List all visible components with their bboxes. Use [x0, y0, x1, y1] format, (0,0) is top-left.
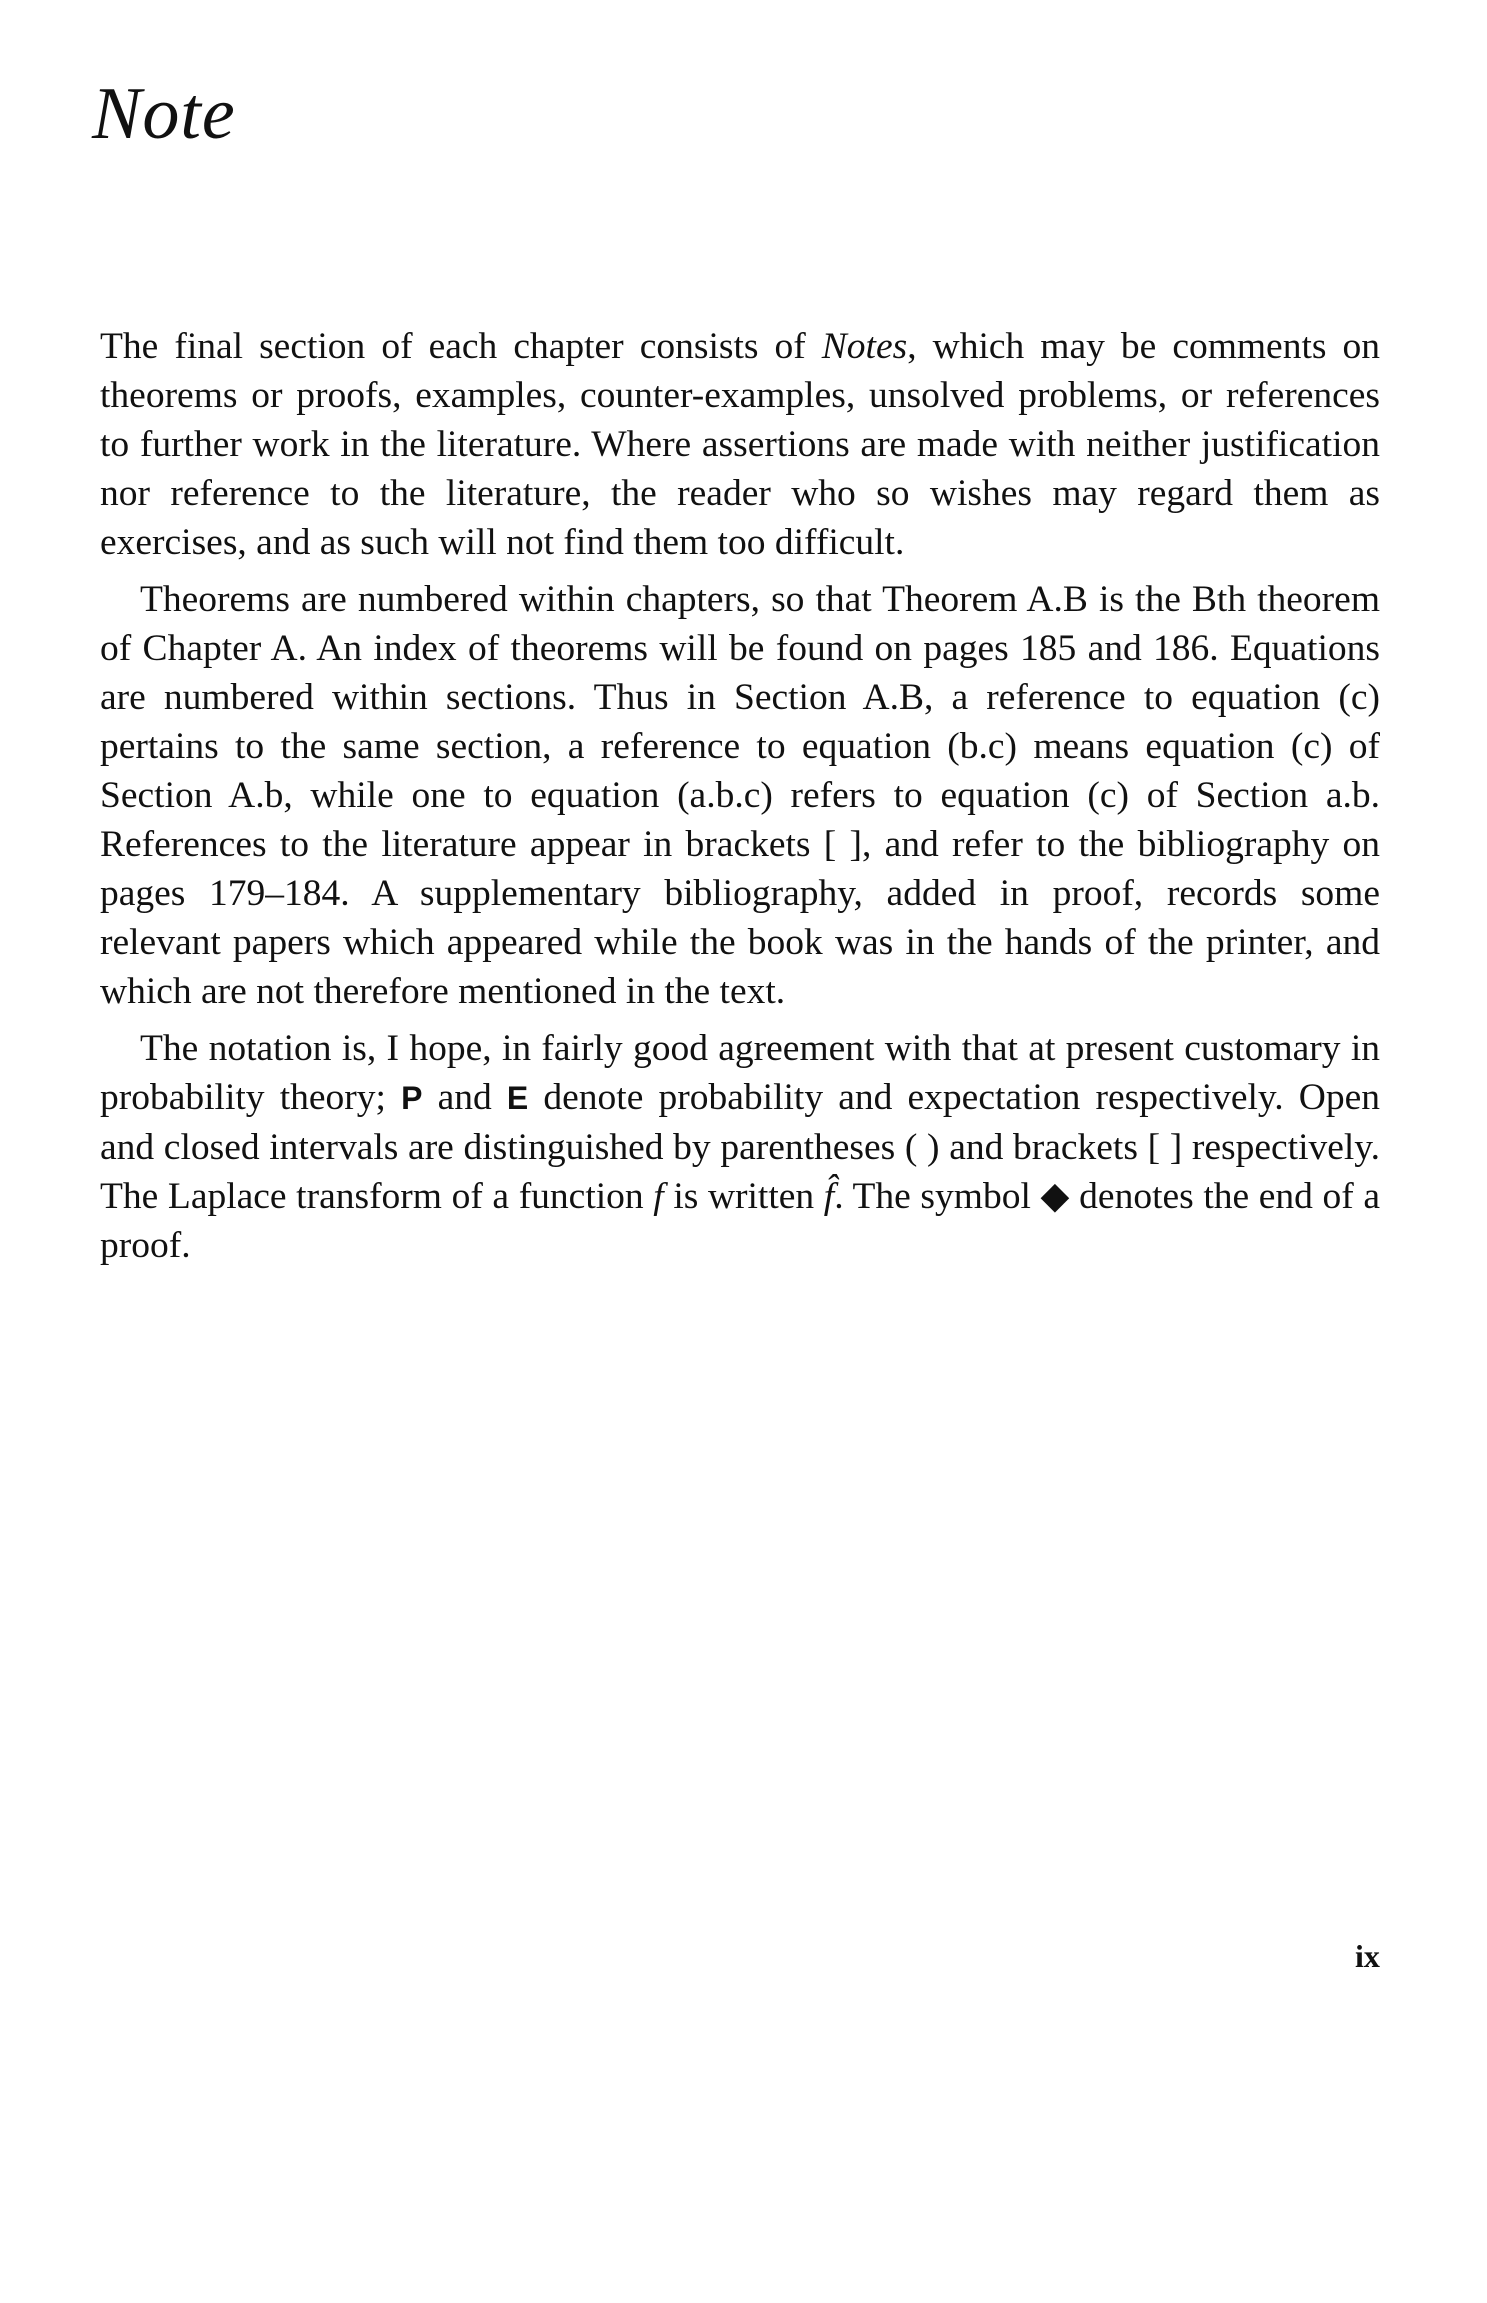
expectation-symbol: E [506, 1080, 529, 1116]
body-text [100, 322, 1380, 1278]
para3-text-4: is written [663, 1176, 824, 1217]
notes-term: Notes [821, 326, 908, 367]
para1-text-end: , which may be comments on theorems or proofs, examples, counter-examples, unsolved problems, or references to further work in the literature. Where assertions are made with neither justification nor reference to the literature, the reader who so wishes may regard them as exercises, and as such will not find them too difficult. [100, 326, 1380, 563]
probability-symbol: P [401, 1080, 423, 1116]
laplace-transform-symbol: f̂ [823, 1176, 835, 1217]
paragraph-notation [100, 1024, 1380, 1270]
page-number: ix [1355, 1938, 1380, 1974]
para3-text-6: denotes the end of a proof. [100, 1176, 1381, 1266]
page-title: Note [92, 73, 236, 155]
para1-text-start: The final section of each chapter consists of [100, 326, 822, 367]
para3-text-5: . The symbol [834, 1176, 1041, 1217]
para3-text-3: denote probability and expectation respectively. Open and closed intervals are distinguished by parentheses ( ) and brackets [ ] respectively. The Laplace transform of a function [100, 1077, 1380, 1217]
paragraph-numbering [100, 575, 1380, 1016]
function-symbol: f [653, 1176, 664, 1217]
paragraph-notes [100, 322, 1380, 567]
para3-text-2: and [422, 1077, 507, 1118]
para3-text-1: The notation is, I hope, in fairly good agreement with that at present customary in probability theory; [100, 1028, 1380, 1118]
para2-text: Theorems are numbered within chapters, so that Theorem A.B is the Bth theorem of Chapter A. An index of theorems will be found on pages 185 and 186. Equations are numbered within sections. Thus in Section A.B, a reference to equation (c) pertains to the same section, a reference to equation (b.c) means equation (c) of Section A.b, while one to equation (a.b.c) refers to equation (c) of Section a.b. References to the literature appear in brackets [ ], and refer to the bibliography on pages 179–184. A supplementary bibliography, added in proof, records some relevant papers which appeared while the book was in the hands of the printer, and which are not therefore mentioned in the text. [100, 579, 1380, 1012]
end-of-proof-icon: ◆ [1040, 1176, 1070, 1217]
